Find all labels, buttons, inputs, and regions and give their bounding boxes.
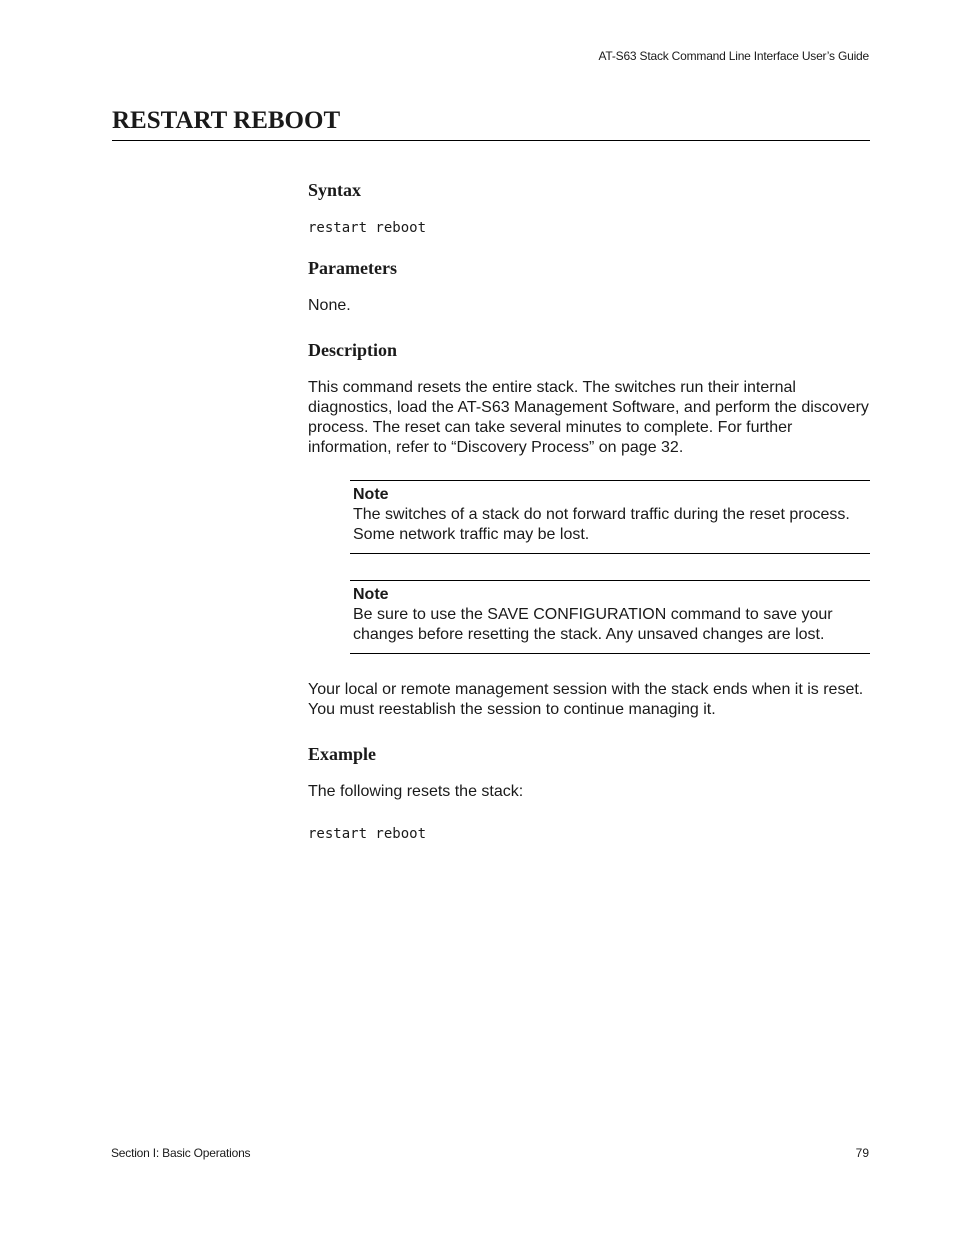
footer-page-number: 79 bbox=[855, 1146, 869, 1160]
example-code: restart reboot bbox=[308, 826, 427, 842]
parameters-text: None. bbox=[308, 297, 351, 314]
title-rule bbox=[112, 140, 870, 141]
content-body bbox=[308, 178, 870, 862]
example-heading: Example bbox=[308, 744, 377, 764]
note-label: Note bbox=[353, 586, 389, 603]
parameters-heading: Parameters bbox=[308, 258, 397, 278]
note-label: Note bbox=[353, 486, 389, 503]
note-box-save-config bbox=[350, 580, 870, 654]
example-text: The following resets the stack: bbox=[308, 783, 524, 800]
description-text: This command resets the entire stack. The switches run their internal diagnostics, load the AT-S63 Management Software, and perform the discovery process. The reset can take several minutes to complete. For further information, refer to “Discovery Process” on page 32. bbox=[308, 379, 869, 456]
note-box-traffic bbox=[350, 480, 870, 554]
note-text: The switches of a stack do not forward traffic during the reset process. Some network traffic may be lost. bbox=[353, 506, 850, 543]
page-title: RESTART REBOOT bbox=[112, 107, 341, 134]
syntax-heading: Syntax bbox=[308, 180, 362, 200]
note-text: Be sure to use the SAVE CONFIGURATION command to save your changes before resetting the stack. Any unsaved changes are lost. bbox=[353, 606, 833, 643]
description-heading: Description bbox=[308, 340, 397, 360]
running-header: AT-S63 Stack Command Line Interface User’s Guide bbox=[598, 49, 869, 63]
session-text: Your local or remote management session with the stack ends when it is reset. You must reestablish the session to continue managing it. bbox=[308, 681, 864, 718]
footer-section: Section I: Basic Operations bbox=[111, 1146, 251, 1160]
syntax-code: restart reboot bbox=[308, 220, 427, 236]
